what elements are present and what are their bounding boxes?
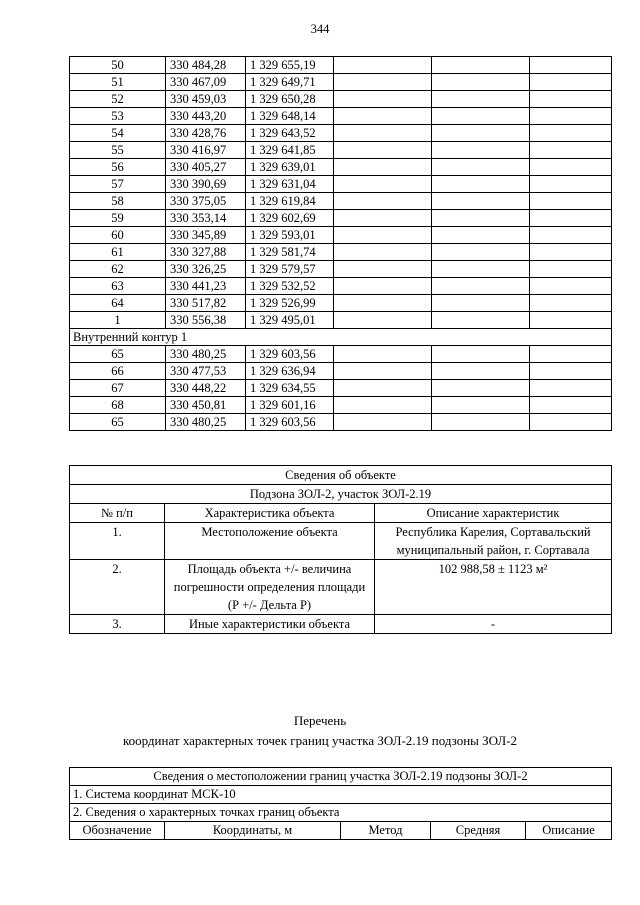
x-coordinate: 330 375,05 xyxy=(166,193,246,210)
column-header-description: Описание характеристик xyxy=(375,504,612,523)
empty-cell xyxy=(530,91,612,108)
point-number: 65 xyxy=(70,346,166,363)
table-row xyxy=(70,312,612,329)
point-number: 63 xyxy=(70,278,166,295)
empty-cell xyxy=(334,278,432,295)
x-coordinate: 330 480,25 xyxy=(166,346,246,363)
table-row xyxy=(70,227,612,244)
column-header-description: Описание xyxy=(526,822,612,840)
y-coordinate: 1 329 495,01 xyxy=(246,312,334,329)
point-number: 52 xyxy=(70,91,166,108)
empty-cell xyxy=(530,261,612,278)
points-info-row: 2. Сведения о характерных точках границ объекта xyxy=(70,804,612,822)
x-coordinate: 330 459,03 xyxy=(166,91,246,108)
x-coordinate: 330 556,38 xyxy=(166,312,246,329)
point-number: 67 xyxy=(70,380,166,397)
x-coordinate: 330 327,88 xyxy=(166,244,246,261)
y-coordinate: 1 329 636,94 xyxy=(246,363,334,380)
empty-cell xyxy=(530,193,612,210)
empty-cell xyxy=(334,125,432,142)
y-coordinate: 1 329 526,99 xyxy=(246,295,334,312)
info-row-description: Республика Карелия, Сортавальский муниципальный район, г. Сортавала xyxy=(375,523,612,560)
empty-cell xyxy=(530,414,612,431)
empty-cell xyxy=(432,312,530,329)
table-row xyxy=(70,261,612,278)
empty-cell xyxy=(334,312,432,329)
empty-cell xyxy=(432,74,530,91)
object-info-title: Сведения об объекте xyxy=(70,466,612,485)
point-number: 62 xyxy=(70,261,166,278)
empty-cell xyxy=(334,210,432,227)
info-row-num: 2. xyxy=(70,560,165,615)
info-row-characteristic: Иные характеристики объекта xyxy=(165,615,375,634)
empty-cell xyxy=(432,278,530,295)
column-header-characteristic: Характеристика объекта xyxy=(165,504,375,523)
column-header-method: Метод xyxy=(341,822,431,840)
point-number: 65 xyxy=(70,414,166,431)
x-coordinate: 330 484,28 xyxy=(166,57,246,74)
empty-cell xyxy=(432,380,530,397)
column-header-designation: Обозначение xyxy=(70,822,165,840)
point-number: 58 xyxy=(70,193,166,210)
empty-cell xyxy=(432,244,530,261)
empty-cell xyxy=(530,125,612,142)
object-info-table xyxy=(69,465,612,634)
empty-cell xyxy=(530,397,612,414)
point-number: 66 xyxy=(70,363,166,380)
empty-cell xyxy=(432,57,530,74)
table-row xyxy=(70,346,612,363)
table-row xyxy=(70,397,612,414)
table-row xyxy=(70,57,612,74)
empty-cell xyxy=(334,193,432,210)
info-row-description: 102 988,58 ± 1123 м² xyxy=(375,560,612,615)
location-table xyxy=(69,767,612,840)
table-row xyxy=(70,142,612,159)
empty-cell xyxy=(334,74,432,91)
point-number: 55 xyxy=(70,142,166,159)
empty-cell xyxy=(530,380,612,397)
y-coordinate: 1 329 603,56 xyxy=(246,346,334,363)
table-row xyxy=(70,295,612,312)
empty-cell xyxy=(432,261,530,278)
empty-cell xyxy=(334,159,432,176)
empty-cell xyxy=(530,210,612,227)
empty-cell xyxy=(334,397,432,414)
table-row xyxy=(70,125,612,142)
y-coordinate: 1 329 641,85 xyxy=(246,142,334,159)
empty-cell xyxy=(334,295,432,312)
empty-cell xyxy=(432,397,530,414)
column-header-coordinates: Координаты, м xyxy=(165,822,341,840)
y-coordinate: 1 329 655,19 xyxy=(246,57,334,74)
coordinates-table xyxy=(69,56,612,431)
y-coordinate: 1 329 649,71 xyxy=(246,74,334,91)
y-coordinate: 1 329 593,01 xyxy=(246,227,334,244)
empty-cell xyxy=(432,91,530,108)
empty-cell xyxy=(432,176,530,193)
empty-cell xyxy=(530,57,612,74)
empty-cell xyxy=(530,312,612,329)
empty-cell xyxy=(334,261,432,278)
empty-cell xyxy=(334,142,432,159)
x-coordinate: 330 416,97 xyxy=(166,142,246,159)
y-coordinate: 1 329 639,01 xyxy=(246,159,334,176)
y-coordinate: 1 329 634,55 xyxy=(246,380,334,397)
column-header-average: Средняя xyxy=(431,822,526,840)
column-header-num: № п/п xyxy=(70,504,165,523)
coordinate-system-row: 1. Система координат МСК-10 xyxy=(70,786,612,804)
empty-cell xyxy=(432,227,530,244)
empty-cell xyxy=(530,278,612,295)
empty-cell xyxy=(334,414,432,431)
y-coordinate: 1 329 603,56 xyxy=(246,414,334,431)
y-coordinate: 1 329 581,74 xyxy=(246,244,334,261)
x-coordinate: 330 345,89 xyxy=(166,227,246,244)
list-heading-title: Перечень xyxy=(293,713,347,728)
x-coordinate: 330 326,25 xyxy=(166,261,246,278)
empty-cell xyxy=(432,295,530,312)
point-number: 50 xyxy=(70,57,166,74)
info-row-characteristic: Местоположение объекта xyxy=(165,523,375,560)
point-number: 53 xyxy=(70,108,166,125)
info-row-characteristic: Площадь объекта +/- величина погрешности определения площади (Р +/- Дельта Р) xyxy=(165,560,375,615)
empty-cell xyxy=(334,57,432,74)
point-number: 64 xyxy=(70,295,166,312)
point-number: 60 xyxy=(70,227,166,244)
point-number: 61 xyxy=(70,244,166,261)
x-coordinate: 330 467,09 xyxy=(166,74,246,91)
empty-cell xyxy=(432,210,530,227)
table-row xyxy=(70,380,612,397)
list-heading-subtitle: координат характерных точек границ участка ЗОЛ-2.19 подзоны ЗОЛ-2 xyxy=(122,733,518,748)
empty-cell xyxy=(530,295,612,312)
empty-cell xyxy=(432,414,530,431)
empty-cell xyxy=(530,142,612,159)
empty-cell xyxy=(432,159,530,176)
empty-cell xyxy=(530,108,612,125)
x-coordinate: 330 405,27 xyxy=(166,159,246,176)
empty-cell xyxy=(432,125,530,142)
y-coordinate: 1 329 579,57 xyxy=(246,261,334,278)
x-coordinate: 330 477,53 xyxy=(166,363,246,380)
info-row-num: 1. xyxy=(70,523,165,560)
empty-cell xyxy=(530,346,612,363)
object-info-subtitle: Подзона ЗОЛ-2, участок ЗОЛ-2.19 xyxy=(70,485,612,504)
table-row xyxy=(70,363,612,380)
y-coordinate: 1 329 631,04 xyxy=(246,176,334,193)
empty-cell xyxy=(530,74,612,91)
x-coordinate: 330 480,25 xyxy=(166,414,246,431)
empty-cell xyxy=(530,244,612,261)
table-row xyxy=(70,414,612,431)
table-row xyxy=(70,108,612,125)
table-row xyxy=(70,244,612,261)
table-row xyxy=(70,176,612,193)
empty-cell xyxy=(432,108,530,125)
table-row xyxy=(70,74,612,91)
x-coordinate: 330 428,76 xyxy=(166,125,246,142)
table-row xyxy=(70,210,612,227)
y-coordinate: 1 329 619,84 xyxy=(246,193,334,210)
empty-cell xyxy=(530,363,612,380)
inner-contour-label: Внутренний контур 1 xyxy=(70,329,612,346)
empty-cell xyxy=(334,227,432,244)
y-coordinate: 1 329 601,16 xyxy=(246,397,334,414)
info-row-description: - xyxy=(375,615,612,634)
x-coordinate: 330 448,22 xyxy=(166,380,246,397)
empty-cell xyxy=(334,91,432,108)
x-coordinate: 330 390,69 xyxy=(166,176,246,193)
point-number: 54 xyxy=(70,125,166,142)
table-row xyxy=(70,193,612,210)
empty-cell xyxy=(530,176,612,193)
section-row xyxy=(70,329,612,346)
point-number: 51 xyxy=(70,74,166,91)
empty-cell xyxy=(334,244,432,261)
y-coordinate: 1 329 602,69 xyxy=(246,210,334,227)
x-coordinate: 330 517,82 xyxy=(166,295,246,312)
empty-cell xyxy=(334,346,432,363)
info-row-num: 3. xyxy=(70,615,165,634)
page-number: 344 xyxy=(310,22,330,36)
y-coordinate: 1 329 648,14 xyxy=(246,108,334,125)
x-coordinate: 330 353,14 xyxy=(166,210,246,227)
empty-cell xyxy=(334,363,432,380)
x-coordinate: 330 441,23 xyxy=(166,278,246,295)
x-coordinate: 330 443,20 xyxy=(166,108,246,125)
table-row xyxy=(70,159,612,176)
empty-cell xyxy=(432,363,530,380)
point-number: 57 xyxy=(70,176,166,193)
location-table-title: Сведения о местоположении границ участка ЗОЛ-2.19 подзоны ЗОЛ-2 xyxy=(70,768,612,786)
y-coordinate: 1 329 650,28 xyxy=(246,91,334,108)
point-number: 59 xyxy=(70,210,166,227)
empty-cell xyxy=(334,176,432,193)
table-row xyxy=(70,278,612,295)
y-coordinate: 1 329 643,52 xyxy=(246,125,334,142)
point-number: 56 xyxy=(70,159,166,176)
y-coordinate: 1 329 532,52 xyxy=(246,278,334,295)
point-number: 68 xyxy=(70,397,166,414)
empty-cell xyxy=(530,227,612,244)
empty-cell xyxy=(530,159,612,176)
x-coordinate: 330 450,81 xyxy=(166,397,246,414)
point-number: 1 xyxy=(70,312,166,329)
empty-cell xyxy=(334,380,432,397)
empty-cell xyxy=(432,346,530,363)
empty-cell xyxy=(432,142,530,159)
empty-cell xyxy=(334,108,432,125)
empty-cell xyxy=(432,193,530,210)
table-row xyxy=(70,91,612,108)
